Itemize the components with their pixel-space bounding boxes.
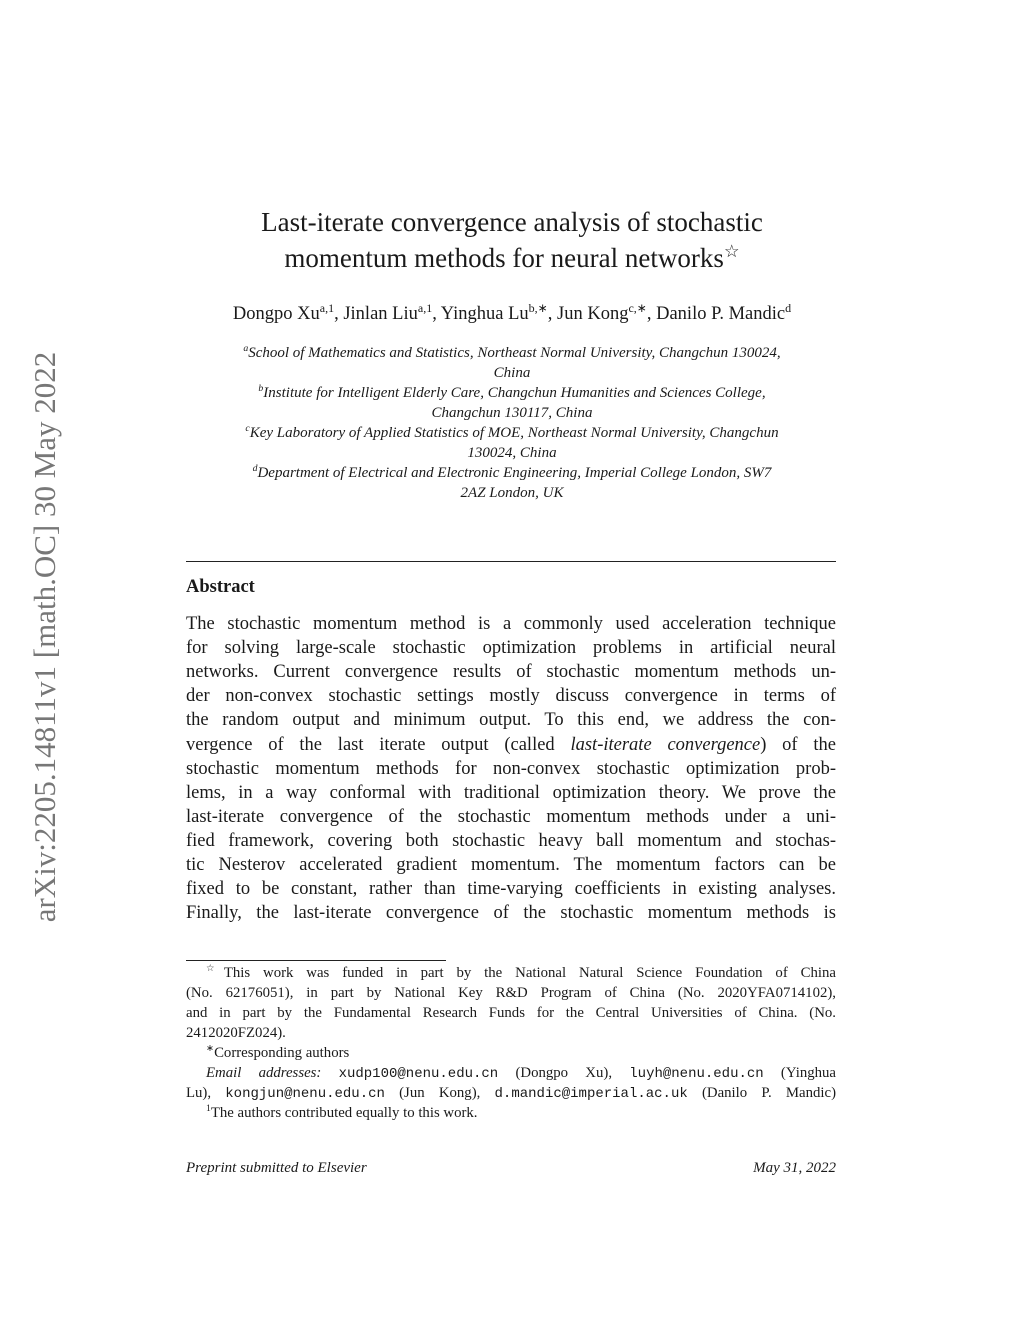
abstract-line: last-iterate convergence of the stochastic momentum methods under a uni-: [186, 806, 836, 827]
author-affiliation-mark: a,1: [417, 300, 433, 315]
abstract-line: The stochastic momentum method is a commonly used acceleration technique: [186, 614, 836, 634]
author: Jinlan Liu: [343, 304, 418, 324]
email-owner: Lu),: [186, 1085, 226, 1101]
abstract-line: for solving large-scale stochastic optimization problems in artificial neural: [186, 638, 836, 659]
footer-date: May 31, 2022: [753, 1160, 836, 1176]
abstract-line: tic Nesterov accelerated gradient momentum. The momentum factors can be: [186, 855, 836, 875]
abstract-line: fixed to be constant, rather than time-varying coefficients in existing analyses.: [186, 879, 836, 900]
abstract-text: vergence of the last iterate output (called: [186, 734, 571, 755]
email-owner: (Dongpo Xu),: [498, 1065, 630, 1081]
affiliation: [0, 423, 1024, 443]
paper-title: [0, 204, 1024, 276]
abstract-line: the random output and minimum output. To this end, we address the con-: [186, 710, 836, 731]
email-line: [186, 1063, 836, 1084]
affiliation-line: Key Laboratory of Applied Statistics of MOE, Northeast Normal University, Changchun: [249, 425, 779, 441]
author: Jun Kong: [557, 304, 629, 324]
abstract-line: lems, in a way conformal with traditional optimization theory. We prove the: [186, 782, 836, 803]
email-label: Email addresses:: [206, 1065, 322, 1081]
author: Dongpo Xu: [232, 304, 320, 324]
affiliation-mark: a: [243, 343, 249, 354]
one-mark: 1: [206, 1103, 211, 1115]
author: Danilo P. Mandic: [656, 304, 786, 324]
affiliation-line: Institute for Intelligent Elderly Care, Changchun Humanities and Sciences College,: [263, 385, 766, 401]
author-affiliation-mark: b,∗: [528, 300, 548, 315]
divider: [186, 561, 836, 562]
affiliation-mark: d: [252, 463, 258, 474]
affiliation: [0, 383, 1024, 403]
affiliation-mark: c: [245, 423, 250, 434]
abstract-line: [186, 733, 836, 757]
affiliation-line: School of Mathematics and Statistics, Northeast Normal University, Changchun 130024,: [248, 345, 781, 361]
funding-line: and in part by the Fundamental Research Funds for the Central Universities of China. (No.: [186, 1005, 836, 1021]
star-mark: ☆: [206, 963, 224, 975]
affiliation-line: China: [493, 365, 531, 381]
email-link[interactable]: luyh@nenu.edu.cn: [629, 1066, 764, 1082]
affiliation-line: Department of Electrical and Electronic Engineering, Imperial College London, SW7: [257, 465, 772, 481]
email-owner: (Yinghua: [763, 1065, 836, 1081]
email-owner: (Danilo P. Mandic): [687, 1085, 836, 1101]
affiliation-line: 2AZ London, UK: [460, 485, 564, 501]
abstract-line: networks. Current convergence results of stochastic momentum methods un-: [186, 662, 836, 683]
footnote-rule: [186, 960, 446, 961]
abstract-line: stochastic momentum methods for non-convex stochastic optimization prob-: [186, 758, 836, 779]
equal-contribution-note: The authors contributed equally to this work.: [210, 1105, 478, 1121]
title-line-1: Last-iterate convergence analysis of stochastic: [261, 207, 763, 237]
abstract-heading: Abstract: [186, 577, 255, 597]
affiliation: [0, 343, 1024, 363]
email-line: [186, 1083, 836, 1104]
email-owner: (Jun Kong),: [384, 1085, 495, 1101]
arxiv-stamp: arXiv:2205.14811v1 [math.OC] 30 May 2022: [27, 351, 62, 923]
affiliation-line: 130024, China: [467, 445, 557, 461]
corresponding-note: Corresponding authors: [214, 1045, 350, 1061]
abstract-line: Finally, the last-iterate convergence of the stochastic momentum methods is: [186, 903, 836, 924]
author-affiliation-mark: d: [785, 300, 792, 315]
author-list: Dongpo Xu$^{a,1}$, Jinlan Liu$^{a,1}$, Yinghua $Lu^{b,∗}$, Jun Kong$^{c,∗}$, Danilo P. Mandic$^d$: [232, 300, 792, 324]
email-link[interactable]: d.mandic@imperial.ac.uk: [494, 1086, 688, 1102]
affiliations: [0, 343, 1024, 503]
emphasis: last-iterate convergence: [570, 734, 761, 755]
funding-line: This work was funded in part by the National Natural Science Foundation of China: [223, 965, 836, 981]
abstract-line: fied framework, covering both stochastic heavy ball momentum and stochas-: [186, 830, 836, 851]
title-line-2: momentum methods for neural networks: [284, 243, 724, 273]
asterisk-mark: ∗: [206, 1043, 215, 1055]
email-link[interactable]: kongjun@nenu.edu.cn: [225, 1086, 385, 1102]
footer-left: Preprint submitted to Elsevier: [186, 1160, 367, 1176]
abstract-text: ) of the: [760, 734, 836, 755]
author-affiliation-mark: c,∗: [628, 300, 647, 315]
author-affiliation-mark: a,1: [319, 300, 335, 315]
funding-line: 2412020FZ024).: [186, 1025, 286, 1041]
affiliation-line: Changchun 130117, China: [431, 405, 593, 421]
affiliation-mark: b: [258, 383, 264, 394]
affiliation: [0, 463, 1024, 483]
funding-line: (No. 62176051), in part by National Key R&D Program of China (No. 2020YFA0714102),: [186, 985, 836, 1001]
email-link[interactable]: xudp100@nenu.edu.cn: [338, 1066, 499, 1082]
abstract-line: der non-convex stochastic settings mostly discuss convergence in terms of: [186, 686, 836, 707]
author: Yinghua Lu: [440, 304, 529, 324]
title-footnote-mark[interactable]: ☆: [723, 241, 740, 261]
